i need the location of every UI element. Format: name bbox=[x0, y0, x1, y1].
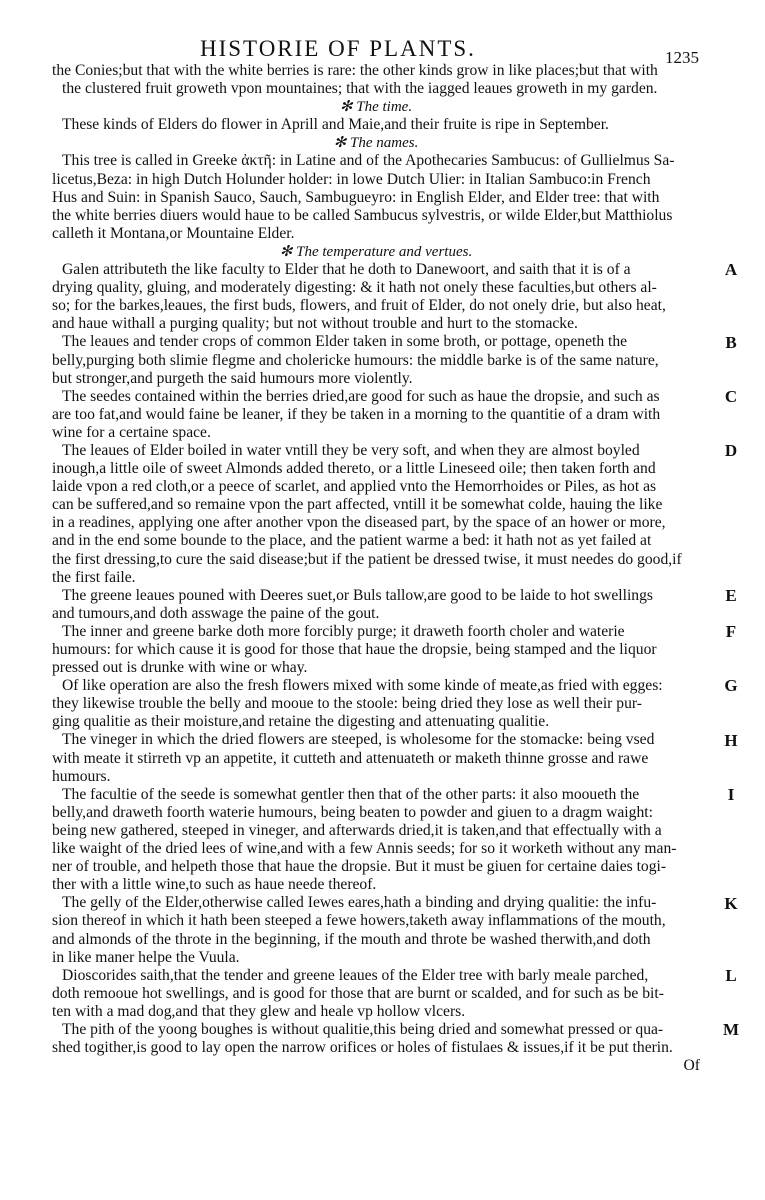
text-line: The facultie of the seede is somewhat gentler then that of the other parts: it also mooueth the bbox=[62, 785, 640, 803]
text-line: The vineger in which the dried flowers are steeped, is wholesome for the stomacke: being vsed bbox=[62, 731, 655, 749]
text-line: and haue withall a purging quality; but not without trouble and hurt to the stomacke. bbox=[52, 315, 578, 333]
text-line: Dioscorides saith,that the tender and greene leaues of the Elder tree with barly meale parched, bbox=[62, 966, 649, 984]
text-line: in a readines, applying one after another vpon the diseased part, by the space of an hower or more, bbox=[52, 514, 666, 532]
text-line: like waight of the dried lees of wine,and with a few Annis seeds; for so it worketh without any man- bbox=[52, 840, 677, 858]
text-line: The gelly of the Elder,otherwise called Iewes eares,hath a binding and drying qualitie: the infu- bbox=[62, 894, 657, 912]
text-line: the first dressing,to cure the said disease;but if the patient be dressed twise, it must needes do good,if bbox=[52, 550, 682, 568]
body-text bbox=[52, 62, 700, 1075]
text-line: the first faile. bbox=[52, 568, 136, 586]
section-heading: ✻ The temperature and vertues. bbox=[279, 243, 473, 260]
text-line: inough,a little oile of sweet Almonds added thereto, or a little Lineseed oile; then taken forth and bbox=[52, 460, 656, 478]
text-line: can be suffered,and so remaine vpon the part affected, vntill it be somewhat colde, hauing the like bbox=[52, 496, 663, 514]
margin-letter: L bbox=[725, 966, 737, 985]
text-line: but stronger,and purgeth the said humours more violently. bbox=[52, 369, 413, 387]
text-line: The pith of the yoong boughes is without qualitie,this being dried and somewhat pressed or qua- bbox=[62, 1020, 664, 1038]
text-line: being new gathered, steeped in vineger, and afterwards dried,it is taken,and that effectually with a bbox=[52, 821, 662, 839]
text-line: calleth it Montana,or Mountaine Elder. bbox=[52, 224, 295, 242]
text-line: laide vpon a red cloth,or a peece of scarlet, and applied vnto the Hemorrhoides or Piles, as hot as bbox=[52, 478, 657, 496]
margin-letter: C bbox=[724, 386, 738, 406]
running-title: HISTORIE OF PLANTS. bbox=[200, 36, 476, 61]
text-line: The leaues of Elder boiled in water vntill they be very soft, and when they are almost boyled bbox=[62, 441, 640, 459]
text-line: ther with a little wine,to such as haue neede thereof. bbox=[52, 876, 377, 894]
text-line: they likewise trouble the belly and mooue to the stoole: being dried they lose as well their pur- bbox=[52, 695, 642, 713]
text-line: The inner and greene barke doth more forcibly purge; it draweth foorth choler and waterie bbox=[62, 622, 625, 640]
margin-letter: G bbox=[724, 676, 738, 696]
text-line: and in the end some bounde to the place, and the patient warme a bed: it hath not as yet failed at bbox=[52, 532, 652, 550]
text-line: the Conies;but that with the white berries is rare: the other kinds grow in like places;but that with bbox=[52, 62, 658, 79]
margin-letter: M bbox=[722, 1020, 740, 1040]
text-line: belly,and draweth foorth waterie humours, being beaten to powder and giuen to a dragm waight: bbox=[52, 803, 653, 821]
text-line: ging qualitie as their moisture,and retaine the digesting and attenuating qualitie. bbox=[52, 713, 550, 731]
text-line: wine for a certaine space. bbox=[52, 423, 211, 441]
text-line: belly,purging both slimie flegme and cholericke humours: the middle barke is of the same nature, bbox=[52, 351, 659, 369]
text-line: drying quality, gluing, and moderately digesting: & it hath not onely these faculties,but others al- bbox=[52, 279, 657, 297]
text-line: This tree is called in Greeke ἀκτῆ: in Latine and of the Apothecaries Sambucus: of Gullielmus Sa- bbox=[62, 152, 675, 170]
text-line: licetus,Beza: in high Dutch Holunder holder: in lowe Dutch Ulier: in Italian Sambuco:in French bbox=[52, 170, 651, 188]
text-line: doth remooue hot swellings, and is good for those that are burnt or scalded, and for such as be bit- bbox=[52, 984, 664, 1002]
text-line: humours: for which cause it is good for those that haue the dropsie, being stamped and the liquor bbox=[52, 641, 657, 658]
margin-letter: D bbox=[724, 441, 738, 461]
margin-letters bbox=[720, 0, 744, 1200]
text-line: in like maner helpe the Vuula. bbox=[52, 948, 240, 966]
text-line: and tumours,and doth asswage the paine of the gout. bbox=[52, 604, 380, 622]
text-line: with meate it stirreth vp an appetite, it cutteth and attenuateth or maketh thinne grosse and rawe bbox=[52, 749, 649, 767]
text-line: ten with a mad dog,and that they glew and heale vp hollow vlcers. bbox=[52, 1002, 466, 1020]
text-line: Of bbox=[683, 1057, 700, 1075]
margin-letter: E bbox=[725, 585, 737, 605]
text-line: so; for the barkes,leaues, the first buds, flowers, and fruit of Elder, do not onely drie, but also heat, bbox=[52, 297, 666, 315]
text-line: ner of trouble, and helpeth those that haue the dropsie. But it must be giuen for certaine daies togi- bbox=[52, 858, 667, 876]
text-line: shed togither,is good to lay open the narrow orifices or holes of fistulaes & issues,if it be put therin. bbox=[52, 1039, 673, 1057]
text-line: are too fat,and would faine be leaner, if they be taken in a morning to the quantitie of a dram with bbox=[52, 405, 661, 423]
margin-letter: B bbox=[725, 332, 737, 352]
text-line: and almonds of the throte in the beginning, if the mouth and throte be washed therwith,and doth bbox=[52, 930, 651, 948]
text-line: The leaues and tender crops of common Elder taken in some broth, or pottage, openeth the bbox=[62, 333, 628, 351]
margin-letter: H bbox=[724, 730, 738, 750]
section-heading: ✻ The names. bbox=[333, 135, 419, 152]
page-number: 1235 bbox=[665, 48, 699, 67]
text-line: sion thereof in which it hath been steeped a fewe howers,taketh away inflammations of the mouth, bbox=[52, 912, 666, 930]
margin-letter: K bbox=[724, 893, 738, 913]
section-heading: ✻ The time. bbox=[339, 99, 413, 116]
text-line: Of like operation are also the fresh flowers mixed with some kinde of meate,as fried with egges: bbox=[62, 677, 663, 695]
text-line: the white berries diuers would haue to be called Sambucus sylvestris, or wilde Elder,but Matthiolus bbox=[52, 206, 673, 224]
text-line: the clustered fruit groweth vpon mountaines; that with the iagged leaues groweth in my garden. bbox=[62, 80, 658, 98]
text-line: The seedes contained within the berries dried,are good for such as haue the dropsie, and such as bbox=[62, 387, 660, 405]
margin-letter: F bbox=[725, 622, 737, 642]
text-line: Galen attributeth the like faculty to Elder that he doth to Danewoort, and saith that it is of a bbox=[62, 261, 631, 279]
text-line: pressed out is drunke with wine or whay. bbox=[52, 659, 308, 677]
text-line: humours. bbox=[52, 767, 111, 785]
text-line: The greene leaues pouned with Deeres suet,or Buls tallow,are good to be laide to hot swellings bbox=[62, 586, 653, 604]
text-line: These kinds of Elders do flower in Aprill and Maie,and their fruite is ripe in September. bbox=[62, 116, 609, 134]
text-line: Hus and Suin: in Spanish Sauco, Sauch, Sambugueyro: in English Elder, and Elder tree: that with bbox=[52, 188, 660, 206]
margin-letter: I bbox=[727, 785, 735, 804]
margin-letter: A bbox=[724, 260, 738, 280]
